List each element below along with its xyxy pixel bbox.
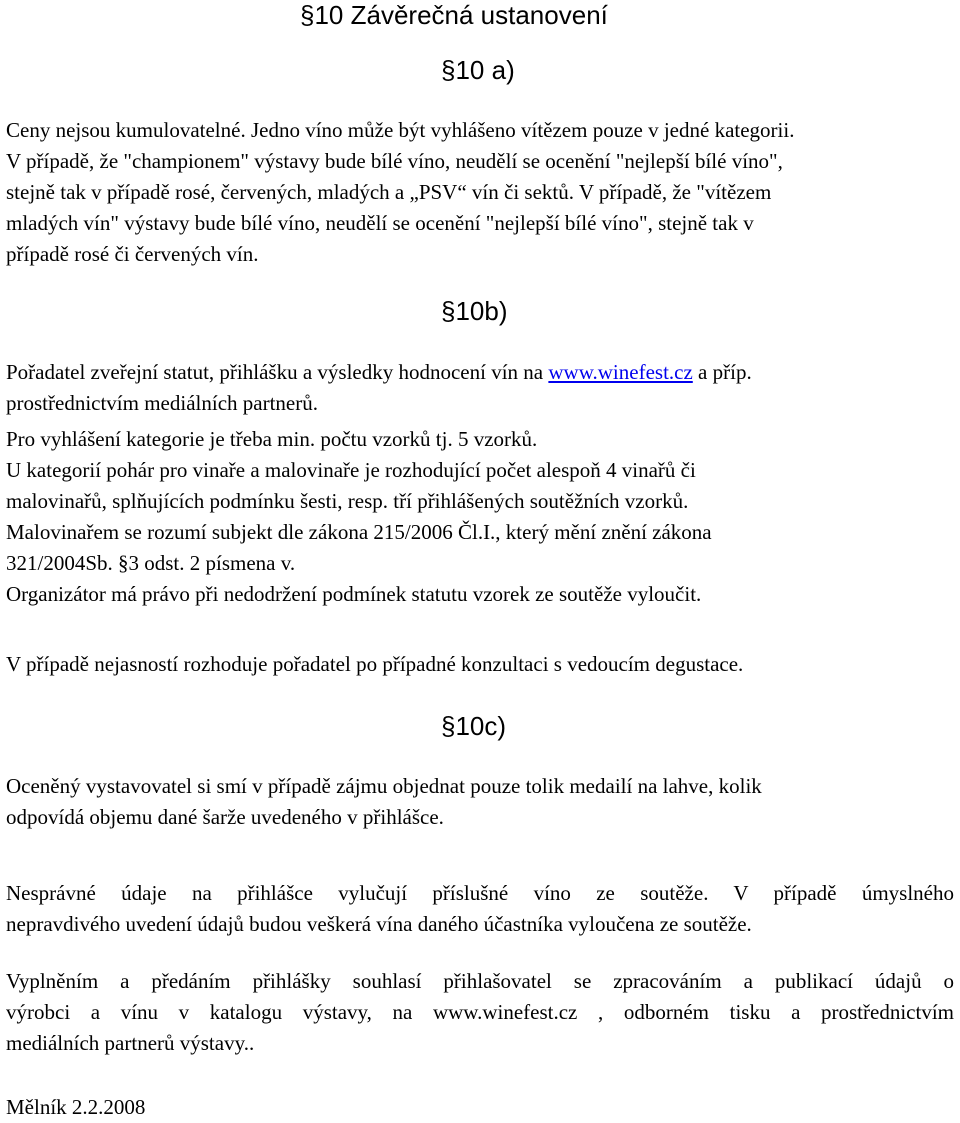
section-title: §10 Závěrečná ustanovení [300,0,608,30]
text-line: Malovinařem se rozumí subjekt dle zákona 215/2006 Čl.I., který mění znění zákona [6,520,712,544]
text-line: Mělník 2.2.2008 [6,1095,146,1119]
text-line: nepravdivého uvedení údajů budou veškerá vína daného účastníka vyloučena ze soutěže. [6,912,752,936]
text-line: výrobci a vínu v katalogu výstavy, na www.winefest.cz , odborném tisku a prostřednictvím [6,1000,954,1024]
subsection-heading-10c: §10c) [441,711,507,741]
text-line: prostřednictvím mediálních partnerů. [6,391,318,415]
paragraph-medals [6,771,762,833]
subsection-heading-10b: §10b) [441,296,508,326]
text-line: případě rosé či červených vín. [6,242,259,266]
paragraph-incorrect-data [6,878,954,940]
text-line: Organizátor má právo při nedodržení podmínek statutu vzorek ze soutěže vyloučit. [6,582,702,606]
text-line: Ceny nejsou kumulovatelné. Jedno víno může být vyhlášeno vítězem pouze v jedné kategorii. [6,118,795,142]
text-line: V případě, že "championem" výstavy bude bílé víno, neudělí se ocenění "nejlepší bílé víno", [6,149,783,173]
text-line: Nesprávné údaje na přihlášce vylučují příslušné víno ze soutěže. V případě úmyslného [6,881,954,905]
paragraph-consultation [6,649,743,680]
paragraph-category-rules [6,424,712,610]
text-line: Oceněný vystavovatel si smí v případě zájmu objednat pouze tolik medailí na lahve, kolik [6,774,762,798]
text-line: malovinařů, splňujících podmínku šesti, resp. tří přihlášených soutěžních vzorků. [6,489,689,513]
statute-text-after-link: a příp. [692,360,752,384]
text-line: odpovídá objemu dané šarže uvedeného v přihlášce. [6,805,444,829]
statute-text-before-link: Pořadatel zveřejní statut, přihlášku a výsledky hodnocení vín na [6,360,549,384]
paragraph-statute-publication [6,357,752,419]
place-and-date [6,1092,145,1123]
text-line: stejně tak v případě rosé, červených, mladých a „PSV“ vín či sektů. V případě, že "vítězem [6,180,772,204]
subsection-heading-10a: §10 a) [441,55,515,85]
winefest-link[interactable]: www.winefest.cz [548,360,693,384]
text-line: mladých vín" výstavy bude bílé víno, neudělí se ocenění "nejlepší bílé víno", stejně tak v [6,211,754,235]
text-line: V případě nejasností rozhoduje pořadatel po případné konzultaci s vedoucím degustace. [6,652,744,676]
text-line: 321/2004Sb. §3 odst. 2 písmena v. [6,551,296,575]
text-line [6,357,752,388]
text-line: U kategorií pohár pro vinaře a malovinaře je rozhodující počet alespoň 4 vinařů či [6,458,696,482]
text-line: mediálních partnerů výstavy.. [6,1031,255,1055]
text-line: Vyplněním a předáním přihlášky souhlasí přihlašovatel se zpracováním a publikací údajů o [6,969,954,993]
text-line: Pro vyhlášení kategorie je třeba min. počtu vzorků tj. 5 vzorků. [6,427,538,451]
paragraph-prize-rules [6,115,794,270]
paragraph-consent [6,966,954,1059]
